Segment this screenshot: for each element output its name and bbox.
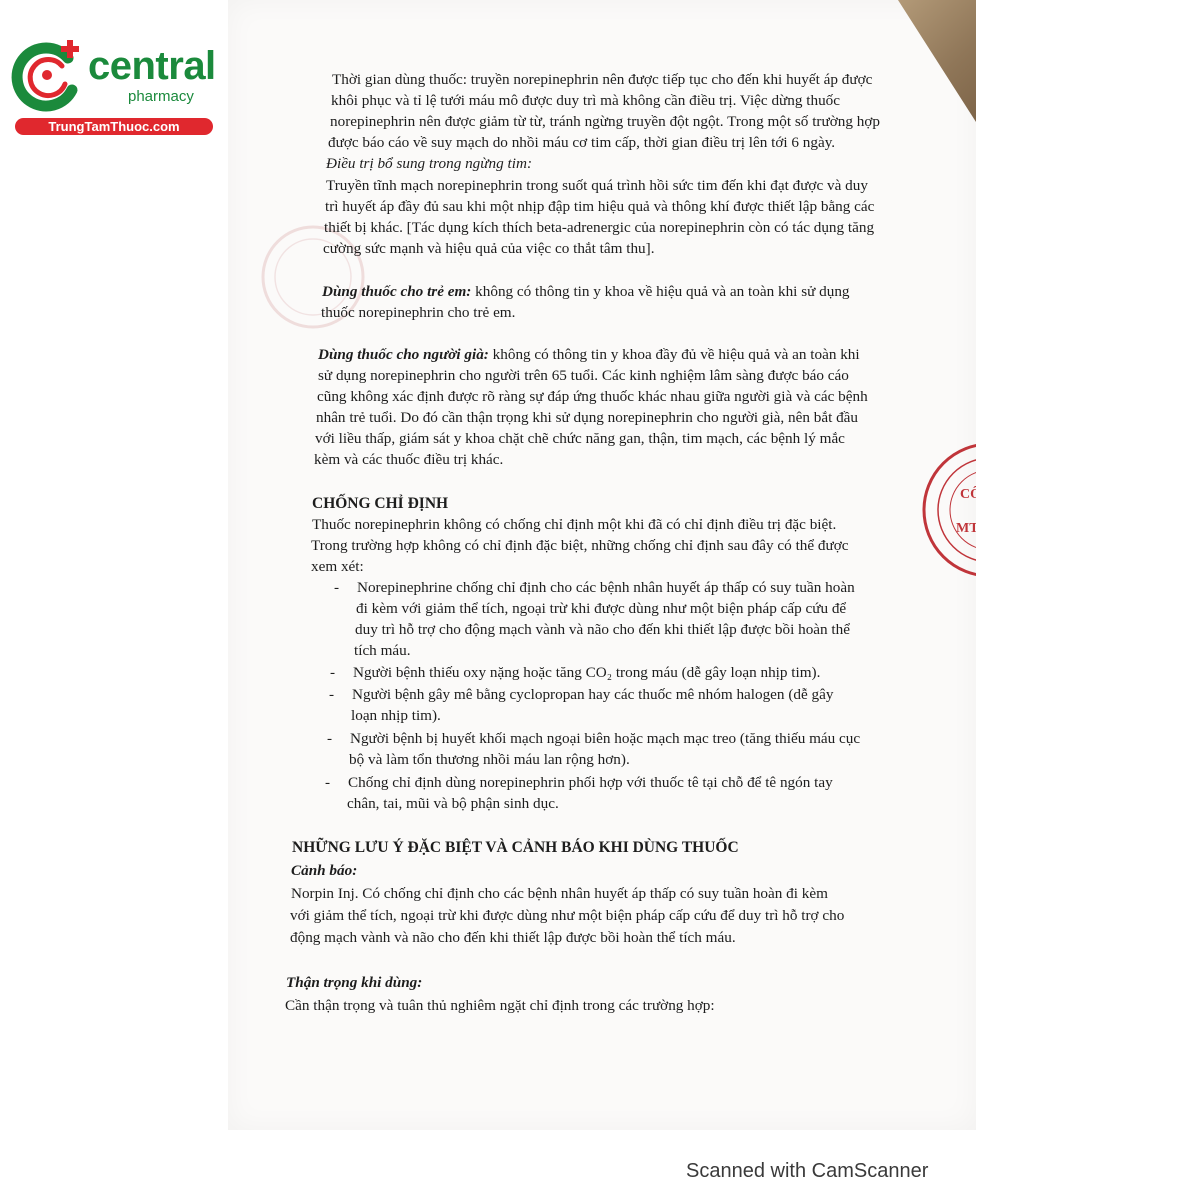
text-line: động mạch vành và não cho đến khi thiết lập được bồi hoàn thể tích máu.	[290, 929, 736, 946]
logo-website[interactable]: TrungTamThuoc.com	[15, 118, 213, 135]
text-line: norepinephrin nên được giảm từ từ, tránh ngừng truyền đột ngột. Trong một số trường hợp	[330, 113, 880, 130]
text-line: Norpin Inj. Có chống chỉ định cho các bệnh nhân huyết áp thấp có suy tuần hoàn đi kèm	[291, 885, 828, 902]
text-line: kèm và các thuốc điều trị khác.	[314, 451, 504, 468]
bullet-dash: -	[329, 686, 335, 703]
elderly-text: không có thông tin y khoa đầy đủ về hiệu quả và an toàn khi	[488, 346, 860, 363]
pharmacy-logo[interactable]	[10, 36, 215, 136]
children-text: không có thông tin y khoa về hiệu quả và an toàn khi sử dụng	[471, 283, 850, 300]
text-line: với liều thấp, giám sát y khoa chặt chẽ chức năng gan, thận, tim mạch, các bệnh lý mắc	[315, 430, 845, 447]
text-line: Truyền tĩnh mạch norepinephrin trong suốt quá trình hồi sức tim đến khi đạt được và duy	[326, 177, 868, 194]
text-line: cũng không xác định được rõ ràng sự đáp ứng thuốc khác nhau giữa người già và các bệnh	[317, 388, 868, 405]
list-item: bộ và làm tổn thương nhồi máu lan rộng hơn).	[349, 751, 630, 768]
elderly-paragraph	[318, 345, 860, 365]
list-item: đi kèm với giảm thể tích, ngoại trừ khi được dùng như một biện pháp cấp cứu để	[356, 600, 847, 617]
central-c-icon	[10, 36, 90, 116]
logo-brand: central	[88, 44, 216, 88]
bullet-dash: -	[327, 730, 333, 747]
text-line: Trong trường hợp không có chỉ định đặc biệt, những chống chỉ định sau đây có thể được	[311, 537, 849, 554]
scanner-watermark: Scanned with CamScanner	[686, 1160, 929, 1182]
list-item: duy trì hỗ trợ cho động mạch vành và não cho đến khi thiết lập được bồi hoàn thể	[355, 621, 850, 638]
text-line: thiết bị khác. [Tác dụng kích thích beta-adrenergic của norepinephrin còn có tác dụng tăng	[324, 219, 875, 236]
children-label: Dùng thuốc cho trẻ em:	[322, 283, 472, 300]
sub-heading: Thận trọng khi dùng:	[286, 974, 423, 991]
text-line: cường sức mạnh và hiệu quả của việc co thắt tâm thu].	[323, 240, 655, 257]
text-line: trì huyết áp đầy đủ sau khi một nhịp đập tim hiệu quả và thông khí được thiết lập bằng các	[325, 198, 875, 215]
list-item: Người bệnh bị huyết khối mạch ngoại biên hoặc mạch mạc treo (tăng thiếu máu cục	[350, 730, 861, 747]
section-heading: Điều trị bổ sung trong ngừng tim:	[326, 155, 533, 172]
list-item: Chống chỉ định dùng norepinephrin phối hợp với thuốc tê tại chỗ để tê ngón tay	[348, 774, 833, 791]
stamp-icon	[920, 440, 981, 580]
text-line: Cần thận trọng và tuân thủ nghiêm ngặt chỉ định trong các trường hợp:	[285, 997, 715, 1014]
text-line: được báo cáo về suy mạch do nhồi máu cơ tim cấp, thời gian điều trị lên tới 6 ngày.	[328, 134, 836, 151]
text-line: xem xét:	[311, 558, 364, 575]
children-paragraph	[322, 282, 850, 302]
text-line: nhân trẻ tuổi. Do đó cần thận trọng khi sử dụng norepinephrin cho người già, nên bắt đầu	[316, 409, 859, 426]
list-item: Norepinephrine chống chỉ định cho các bệnh nhân huyết áp thấp có suy tuần hoàn	[357, 579, 855, 596]
text-line: khôi phục và tỉ lệ tưới máu mô được duy trì mà không cần điều trị. Việc dừng thuốc	[331, 92, 841, 109]
bullet-dash: -	[325, 774, 331, 791]
text-line: thuốc norepinephrin cho trẻ em.	[321, 304, 516, 321]
sub-heading: Cảnh báo:	[291, 862, 358, 879]
text-line: Thời gian dùng thuốc: truyền norepinephrin nên được tiếp tục cho đến khi huyết áp được	[332, 71, 873, 88]
logo-sub: pharmacy	[128, 88, 194, 105]
list-item: loạn nhịp tim).	[351, 707, 441, 724]
list-item: Người bệnh thiếu oxy nặng hoặc tăng CO₂ trong máu (dễ gây loạn nhịp tim).	[353, 664, 821, 681]
bullet-dash: -	[334, 579, 340, 596]
text-line: sử dụng norepinephrin cho người trên 65 tuổi. Các kinh nghiệm lâm sàng được báo cáo	[318, 367, 849, 384]
section-heading: CHỐNG CHỈ ĐỊNH	[312, 495, 449, 512]
list-item: chân, tai, mũi và bộ phận sinh dục.	[347, 795, 559, 812]
stamp-text-2: MT	[956, 521, 979, 536]
text-line: với giảm thể tích, ngoại trừ khi được dùng như một biện pháp cấp cứu để duy trì hỗ trợ cho	[290, 907, 845, 924]
bullet-dash: -	[330, 664, 336, 681]
list-item: tích máu.	[354, 642, 411, 659]
company-stamp	[920, 440, 981, 580]
list-item: Người bệnh gây mê bằng cyclopropan hay các thuốc mê nhóm halogen (dễ gây	[352, 686, 834, 703]
text-line: Thuốc norepinephrin không có chống chỉ định một khi đã có chỉ định điều trị đặc biệt.	[312, 516, 837, 533]
elderly-label: Dùng thuốc cho người già:	[318, 346, 489, 363]
section-heading: NHỮNG LƯU Ý ĐẶC BIỆT VÀ CẢNH BÁO KHI DÙNG THUỐC	[292, 839, 739, 856]
stamp-text-1: CÔ	[960, 487, 981, 502]
